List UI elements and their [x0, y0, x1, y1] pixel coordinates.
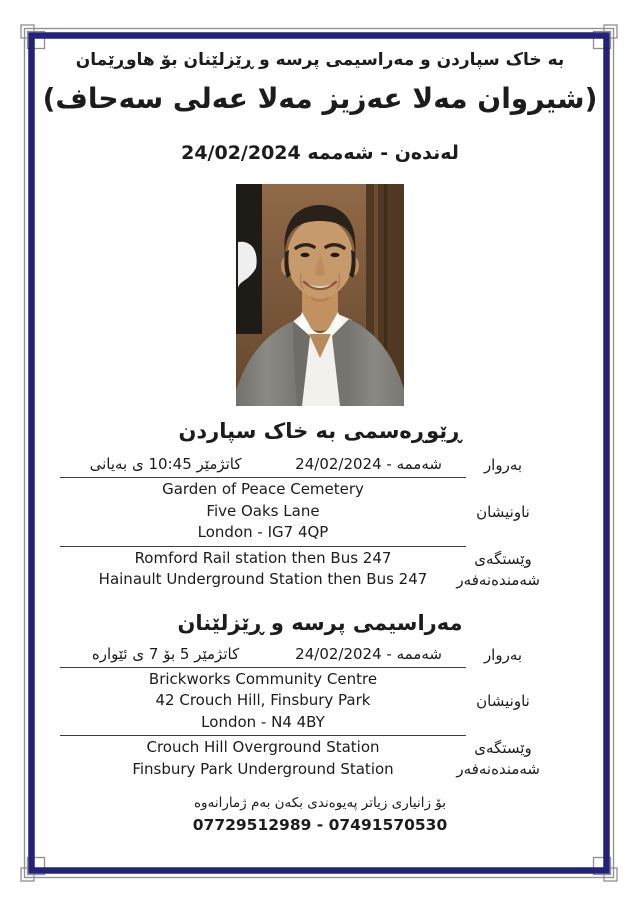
burial-time-value: کاتژمێر 10:45 ی بەیانی: [89, 455, 242, 473]
burial-station-label-line-2: شەمندەنەفەر: [456, 570, 540, 589]
burial-date-label: بەروار: [483, 456, 523, 474]
burial-address-line-1: Garden of Peace Cemetery: [162, 480, 364, 498]
memorial-info-table: [60, 643, 540, 783]
burial-station-row: [60, 547, 540, 593]
city-date-line: لەندەن - شەممە 24/02/2024: [181, 142, 459, 164]
portrait-illustration: [236, 184, 404, 406]
burial-address-line-3: London - IG7 4QP: [197, 523, 329, 541]
memorial-station-cell: [60, 736, 466, 782]
burial-address-line-2: Five Oaks Lane: [206, 501, 320, 520]
memorial-section-title: مەراسیمی پرسە و ڕێزلێنان: [177, 610, 463, 635]
burial-address-label: ناونیشان: [476, 502, 530, 521]
memorial-address-label: ناونیشان: [476, 692, 530, 711]
memorial-station-label-line-2: شەمندەنەفەر: [456, 760, 540, 778]
footer-phone-numbers: 07729512989 - 07491570530: [192, 816, 448, 834]
memorial-date-cell: [60, 643, 466, 668]
footer-contact-info: بۆ زانیاری زیاتر پەیوەندی بکەن بەم ژمارانەوە: [193, 795, 447, 811]
burial-station-cell: [60, 547, 466, 593]
announcement-header-line: بە خاک سپاردن و مەراسیمی پرسە و ڕێزلێنان بۆ هاوڕێمان: [75, 50, 565, 70]
memorial-date-label: بەروار: [483, 645, 523, 664]
memorial-station-line-2: Finsbury Park Underground Station: [132, 759, 394, 778]
portrait-photo: [236, 184, 404, 406]
memorial-address-row: [60, 668, 540, 737]
memorial-address-cell: [60, 668, 466, 737]
memorial-address-line-3: London - N4 4BY: [201, 712, 325, 731]
memorial-station-label-line-1: وێستگەی: [474, 739, 532, 757]
burial-station-line-1: Romford Rail station then Bus 247: [134, 548, 392, 567]
burial-date-value: شەممە - 24/02/2024: [295, 455, 442, 473]
deceased-name: (شیروان مەلا عەزیز مەلا عەلی سەحاف): [42, 82, 598, 115]
burial-section-title: ڕێوڕەسمی بە خاک سپاردن: [178, 419, 462, 443]
burial-station-label-line-1: وێستگەی: [474, 549, 532, 568]
memorial-station-line-1: Crouch Hill Overground Station: [146, 738, 380, 756]
burial-date-row: [60, 453, 540, 478]
memorial-address-line-2: 42 Crouch Hill, Finsbury Park: [155, 691, 371, 709]
memorial-date-row: [60, 643, 540, 668]
announcement-content: [40, 38, 600, 834]
burial-address-cell: [60, 478, 466, 547]
memorial-station-label: [456, 738, 540, 780]
burial-date-cell: [60, 453, 466, 478]
burial-info-table: [60, 453, 540, 593]
memorial-date-value: شەممە - 24/02/2024: [295, 644, 442, 663]
memorial-station-row: [60, 736, 540, 782]
burial-station-label: [456, 549, 540, 591]
memorial-address-line-1: Brickworks Community Centre: [148, 669, 378, 688]
memorial-time-value: کاتژمێر 5 بۆ 7 ی ئێوارە: [91, 644, 240, 663]
burial-address-row: [60, 478, 540, 547]
burial-station-line-2: Hainault Underground Station then Bus 247: [98, 570, 428, 588]
